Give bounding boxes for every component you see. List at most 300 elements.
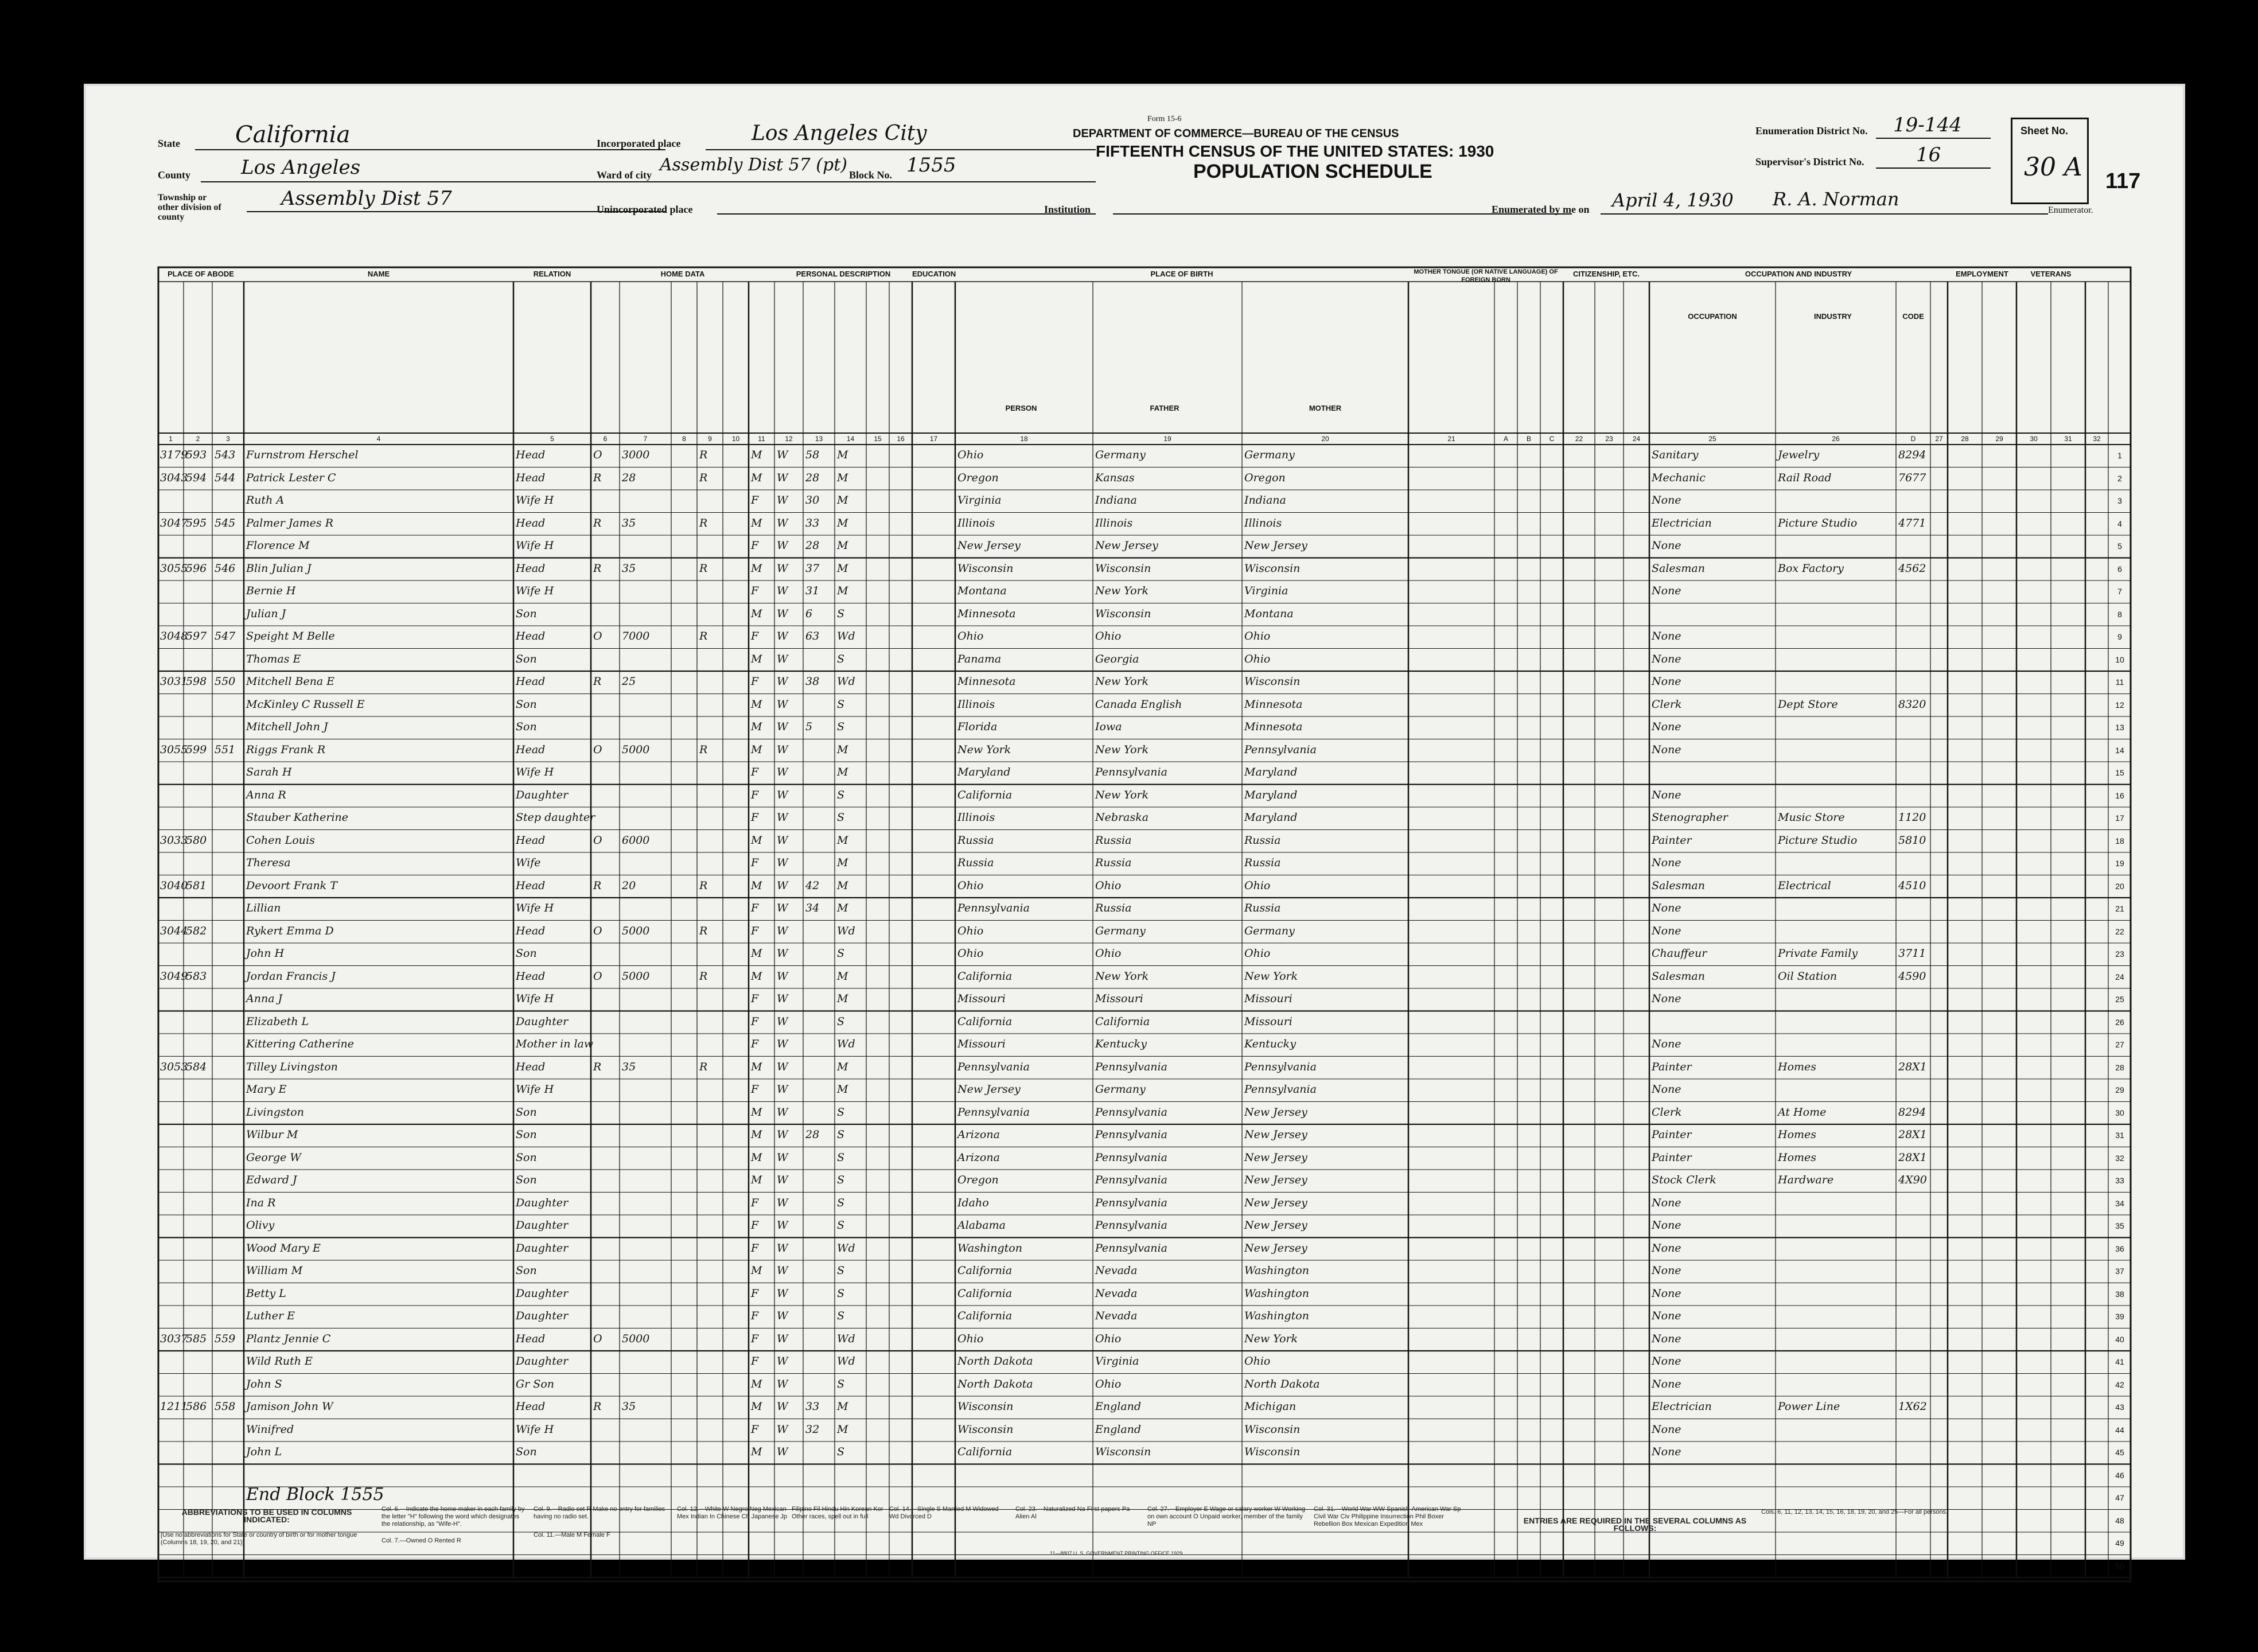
cell-name: Stauber Katherine [246,811,349,824]
cell-sex: F [751,1038,759,1050]
cell-mother: Russia [1244,902,1281,914]
cell-age: 33 [805,516,820,529]
cell-street: 3033 [160,833,188,847]
cell-mother: Maryland [1244,811,1298,824]
cell-name: Jordan Francis J [246,969,336,983]
stamp-number: 117 [2105,169,2141,193]
incorporated-label: Incorporated place [597,138,681,149]
cell-mother: Pennsylvania [1244,743,1317,756]
cell-mother: Pennsylvania [1244,1083,1317,1096]
row-number: 44 [2115,1425,2124,1435]
cell-occ: Clerk [1652,1105,1682,1119]
row-number: 20 [2115,881,2124,891]
institution-label: Institution [1044,204,1091,215]
cell-race: W [777,1105,788,1119]
cell-sex: M [751,1264,762,1277]
cell-name: Speight M Belle [246,630,335,642]
cell-street: 3049 [160,969,188,983]
cell-mother: New Jersey [1244,1196,1307,1209]
cell-sex: M [751,562,762,575]
cell-mar: S [837,698,845,711]
cell-rel: Head [516,675,546,688]
cell-occ: None [1652,1219,1681,1232]
cell-birth: Pennsylvania [957,902,1030,914]
cell-street: 3055 [160,562,188,575]
cell-birth: Alabama [957,1219,1006,1232]
cell-val: 35 [622,1400,636,1413]
cell-father: Nevada [1095,1287,1138,1300]
cell-ind: Picture Studio [1778,833,1858,847]
cell-mother: Washington [1244,1310,1309,1322]
row-number: 14 [2115,745,2124,755]
cell-sex: F [751,1196,759,1209]
cell-name: John H [246,947,285,960]
cell-race: W [777,449,788,461]
personal-description-header: PERSONAL DESCRIPTION [796,270,891,278]
cell-name: Patrick Lester C [246,471,336,484]
cell-occ: Painter [1652,1151,1692,1164]
cell-race: W [777,788,788,801]
enum-district-value: 19-144 [1893,114,1962,137]
cell-race: W [777,811,788,824]
row-number: 13 [2115,723,2124,732]
census-title: FIFTEENTH CENSUS OF THE UNITED STATES: 1930 [1096,142,1494,160]
cell-birth: California [957,788,1013,801]
cell-father: Georgia [1095,652,1139,665]
township-label: Township or other division of county [158,193,221,222]
column-number: 1 [169,435,173,443]
column-number: C [1549,435,1555,443]
department-title: DEPARTMENT OF COMMERCE—BUREAU OF THE CENSUS [1073,127,1399,140]
cell-occ: Electrician [1652,516,1712,529]
cell-own: R [593,471,602,484]
cell-rel: Daughter [516,1310,569,1322]
cell-sex: M [751,1400,762,1413]
cell-race: W [777,471,788,484]
cell-ind: Homes [1778,1060,1817,1073]
col14-note: Col. 14.—Single S Married M Widowed Wd Divorced D [889,1506,999,1520]
cell-age: 28 [805,539,820,552]
cell-mar: S [837,1128,845,1141]
cell-rel: Step daughter [516,811,595,824]
cell-occ: Chauffeur [1652,947,1707,960]
column-number: 20 [1321,435,1329,443]
cell-sex: M [751,516,762,529]
cell-rel: Daughter [516,1287,569,1300]
row-number: 9 [2117,632,2122,641]
cell-house: 595 [186,516,207,529]
cell-sex: F [751,675,759,688]
cell-father: Missouri [1095,992,1143,1005]
cell-birth: California [957,1015,1013,1028]
column-number: 22 [1575,435,1583,443]
cell-mar: M [837,1083,848,1096]
cell-sex: F [751,1355,759,1367]
cell-occ: None [1652,494,1681,506]
cell-father: Virginia [1095,1355,1139,1367]
cell-fam: 544 [215,471,236,484]
cell-rel: Daughter [516,1015,569,1028]
row-number: 6 [2117,564,2122,574]
cell-sex: M [751,1105,762,1119]
place-of-birth-header: PLACE OF BIRTH [1150,270,1213,278]
cell-name: Riggs Frank R [246,743,326,756]
cell-race: W [777,1151,788,1164]
cell-sex: F [751,992,759,1005]
cell-rel: Wife H [516,494,554,506]
row-number: 16 [2115,790,2124,800]
cell-race: W [777,992,788,1005]
cell-birth: California [957,1264,1013,1277]
cell-name: Wilbur M [246,1128,298,1141]
cell-house: 582 [186,924,207,937]
cell-val: 5000 [622,743,650,756]
cell-sex: F [751,1423,759,1436]
column-number: 29 [1995,435,2003,443]
col9-note: Col. 9.—Radio set R Make no entry for families having no radio set. [534,1506,665,1520]
incorporated-value: Los Angeles City [752,122,927,145]
column-number: 3 [226,435,230,443]
cell-mar: M [837,494,848,506]
cell-mar: Wd [837,1038,855,1050]
cell-occ: None [1652,1038,1681,1050]
cell-sex: F [751,1310,759,1322]
county-underline [201,181,665,182]
cell-occ: Mechanic [1652,471,1706,484]
cell-sex: M [751,1174,762,1186]
cell-mother: Ohio [1244,947,1271,960]
cell-name: Olivy [246,1219,275,1232]
cell-birth: Pennsylvania [957,1060,1030,1073]
cell-name: Elizabeth L [246,1015,309,1028]
cell-rel: Son [516,1105,537,1119]
cell-birth: Ohio [957,449,984,461]
cell-mother: New Jersey [1244,1105,1307,1119]
cell-birth: Russia [957,856,994,869]
cell-father: Germany [1095,449,1146,461]
cell-house: 598 [186,675,207,688]
cell-race: W [777,1128,788,1141]
cell-mother: Minnesota [1244,698,1303,711]
cell-street: 3048 [160,630,188,642]
citizenship-header: CITIZENSHIP, ETC. [1572,270,1640,278]
cell-rel: Head [516,562,546,575]
col12b-note: Filipino Fil Hindu Hin Korean Kor Other races, spell out in full [792,1506,883,1520]
cell-race: W [777,1038,788,1050]
entries-note: Cols. 6, 11, 12, 13, 14, 15, 16, 18, 19, 20, and 25—For all persons. [1761,1509,1948,1515]
cell-occ: Sanitary [1652,449,1699,461]
cell-occ: None [1652,992,1681,1005]
cell-mother: New York [1244,969,1298,983]
cell-sex: F [751,1241,759,1254]
cell-mar: S [837,947,845,960]
abbrev-note: [Use no abbreviations for State or country of birth or for mother tongue (Columns 18, 19, 20, and 21)] [161,1532,357,1546]
cell-birth: North Dakota [957,1355,1033,1367]
cell-father: Illinois [1095,516,1133,529]
cell-rel: Head [516,449,546,461]
cell-race: W [777,879,788,892]
cell-val: 28 [622,471,636,484]
cell-house: 580 [186,833,207,847]
cell-mar: M [837,516,848,529]
census-sheet [86,86,2183,1571]
cell-race: W [777,1219,788,1232]
cell-mother: New York [1244,1332,1298,1345]
cell-val: 7000 [622,630,650,642]
cell-race: W [777,1310,788,1322]
cell-occ: None [1652,1083,1681,1096]
cell-street: 3053 [160,1060,188,1073]
cell-name: Winifred [246,1423,294,1436]
county-value: Los Angeles [241,156,361,179]
cell-rel: Head [516,833,546,847]
cell-occ: None [1652,788,1681,801]
row-number: 23 [2115,949,2124,959]
cell-mother: Wisconsin [1244,1446,1301,1458]
cell-sex: F [751,494,759,506]
cell-val: 25 [622,675,636,688]
row-number: 49 [2115,1538,2124,1548]
cell-father: New Jersey [1095,539,1158,552]
cell-street: 3055 [160,743,188,756]
cell-mother: New Jersey [1244,539,1307,552]
cell-name: Mitchell John J [246,720,328,733]
cell-birth: New York [957,743,1011,756]
cell-fam: 550 [215,675,236,688]
cell-mar: S [837,607,845,620]
cell-rel: Son [516,1151,537,1164]
cell-mother: Maryland [1244,788,1298,801]
cell-father: New York [1095,675,1149,688]
cell-sex: F [751,856,759,869]
cell-sex: M [751,449,762,461]
cell-code: 5810 [1898,833,1926,847]
cell-name: Lillian [246,902,281,914]
cell-rel: Wife H [516,1423,554,1436]
cell-code: 1120 [1898,811,1926,824]
cell-mother: Michigan [1244,1400,1297,1413]
cell-own: R [593,562,602,575]
occupation-col-header: OCCUPATION [1688,312,1737,321]
ward-label: Ward of city [597,169,652,181]
cell-rel: Son [516,947,537,960]
cell-sex: F [751,766,759,778]
cell-birth: Arizona [957,1128,1000,1141]
cell-rel: Wife H [516,992,554,1005]
education-header: EDUCATION [912,270,956,278]
cell-birth: California [957,1310,1013,1322]
abbrev-title: ABBREVIATIONS TO BE USED IN COLUMNS INDICATED: [181,1507,352,1524]
cell-radio: R [699,924,708,937]
cell-birth: Illinois [957,516,995,529]
cell-age: 63 [805,630,820,642]
cell-age: 33 [805,1400,820,1413]
ward-underline [660,181,1096,182]
cell-father: Nebraska [1095,811,1149,824]
row-number: 29 [2115,1085,2124,1094]
cell-mar: M [837,902,848,914]
cell-father: Ohio [1095,947,1122,960]
cell-race: W [777,743,788,756]
cell-sex: F [751,788,759,801]
row-number: 17 [2115,813,2124,823]
cell-father: Pennsylvania [1095,766,1167,778]
cell-mother: Pennsylvania [1244,1060,1317,1073]
cell-radio: R [699,879,708,892]
cell-race: W [777,1196,788,1209]
cell-mar: S [837,1015,845,1028]
cell-name: Julian J [246,607,286,620]
cell-name: Ina R [246,1196,276,1209]
cell-mother: Minnesota [1244,720,1303,733]
cell-father: Ohio [1095,1377,1122,1390]
cell-birth: Pennsylvania [957,1105,1030,1119]
print-mark: 11—8807 U. S. GOVERNMENT PRINTING OFFICE 1929 [1050,1550,1183,1556]
cell-house: 584 [186,1060,207,1073]
cell-name: Luther E [246,1310,295,1322]
enumerator-label: Enumerator. [2048,205,2093,215]
state-label: State [158,138,180,149]
cell-mother: Montana [1244,607,1294,620]
col12-note: Col. 12.—White W Negro Neg Mexican Mex Indian In Chinese Ch Japanese Jp [677,1506,788,1520]
row-number: 25 [2115,995,2124,1004]
cell-occ: Salesman [1652,969,1705,983]
cell-ind: Box Factory [1778,562,1844,575]
cell-code: 4771 [1898,516,1926,529]
cell-occ: None [1652,856,1681,869]
row-number: 2 [2117,473,2122,483]
cell-race: W [777,924,788,937]
row-number: 33 [2115,1176,2124,1185]
cell-occ: None [1652,675,1681,688]
cell-rel: Daughter [516,788,569,801]
cell-rel: Daughter [516,1355,569,1367]
cell-mother: Russia [1244,833,1281,847]
cell-mother: Indiana [1244,494,1286,506]
cell-radio: R [699,630,708,642]
cell-mar: Wd [837,1355,855,1367]
cell-occ: None [1652,539,1681,552]
cell-code: 4562 [1898,562,1926,575]
cell-father: Russia [1095,856,1132,869]
cell-mother: Ohio [1244,879,1271,892]
row-number: 42 [2115,1380,2124,1389]
supervisor-underline [1876,167,1991,169]
column-number: 7 [643,435,648,443]
cell-val: 35 [622,1060,636,1073]
relation-header: RELATION [533,270,571,278]
cell-rel: Son [516,1128,537,1141]
column-number: 9 [708,435,712,443]
cell-mar: S [837,1377,845,1390]
cell-ind: Picture Studio [1778,516,1858,529]
cell-mother: Ohio [1244,652,1271,665]
cell-name: Furnstrom Herschel [246,449,359,461]
cell-ind: Electrical [1778,879,1831,892]
cell-sex: M [751,969,762,983]
cell-occ: None [1652,1377,1681,1390]
cell-name: Anna R [246,788,286,801]
cell-birth: Wisconsin [957,1423,1014,1436]
cell-val: 35 [622,516,636,529]
cell-birth: New Jersey [957,539,1021,552]
cell-mar: M [837,743,848,756]
cell-code: 28X1 [1898,1151,1927,1164]
cell-mar: S [837,1174,845,1186]
unincorporated-label: Unincorporated place [597,204,693,215]
block-value: 1555 [906,154,956,177]
cell-birth: Idaho [957,1196,989,1209]
row-number: 34 [2115,1198,2124,1208]
cell-occ: None [1652,1355,1681,1367]
cell-mother: New Jersey [1244,1174,1307,1186]
cell-fam: 559 [215,1332,236,1345]
column-number: 11 [758,435,765,443]
row-number: 8 [2117,609,2122,619]
cell-rel: Son [516,607,537,620]
cell-mar: M [837,766,848,778]
cell-mar: M [837,969,848,983]
cell-rel: Head [516,924,546,937]
county-label: County [158,169,191,181]
township-value: Assembly Dist 57 [281,187,452,210]
cell-house: 583 [186,969,207,983]
cell-sex: F [751,902,759,914]
cell-occ: Stenographer [1652,811,1728,824]
cell-name: Blin Julian J [246,562,312,575]
mother-tongue-header: MOTHER TONGUE (OR NATIVE LANGUAGE) OF FOREIGN BORN [1414,268,1558,283]
cell-radio: R [699,1060,708,1073]
cell-mar: Wd [837,1332,855,1345]
cell-father: Pennsylvania [1095,1174,1167,1186]
cell-birth: Wisconsin [957,1400,1014,1413]
cell-rel: Son [516,1446,537,1458]
cell-name: Jamison John W [246,1400,333,1413]
cell-mar: S [837,1196,845,1209]
cell-birth: Ohio [957,924,984,937]
cell-house: 594 [186,471,207,484]
father-col-header: FATHER [1150,404,1179,412]
code-col-header: CODE [1902,312,1924,321]
cell-race: W [777,1241,788,1254]
cell-birth: Illinois [957,698,995,711]
cell-mother: Missouri [1244,992,1292,1005]
cell-age: 31 [805,585,820,597]
cell-mother: Illinois [1244,516,1282,529]
cell-name: William M [246,1264,303,1277]
cell-occ: None [1652,924,1681,937]
veterans-header: VETERANS [2030,270,2072,278]
cell-radio: R [699,562,708,575]
column-number: 10 [731,435,740,443]
column-number: 30 [2030,435,2038,443]
cell-birth: Ohio [957,879,984,892]
cell-mar: S [837,1151,845,1164]
cell-race: W [777,969,788,983]
col7-note: Col. 7.—Owned O Rented R [381,1537,461,1544]
cell-street: 3040 [160,879,188,892]
cell-age: 5 [805,720,813,733]
cell-father: Canada English [1095,698,1182,711]
cell-name: Cohen Louis [246,833,315,847]
cell-mar: M [837,1423,848,1436]
cell-name: George W [246,1151,301,1164]
column-number: 32 [2093,435,2101,443]
cell-mother: Ohio [1244,1355,1271,1367]
cell-radio: R [699,449,708,461]
cell-mother: North Dakota [1244,1377,1320,1390]
form-number: Form 15-6 [1147,115,1182,123]
